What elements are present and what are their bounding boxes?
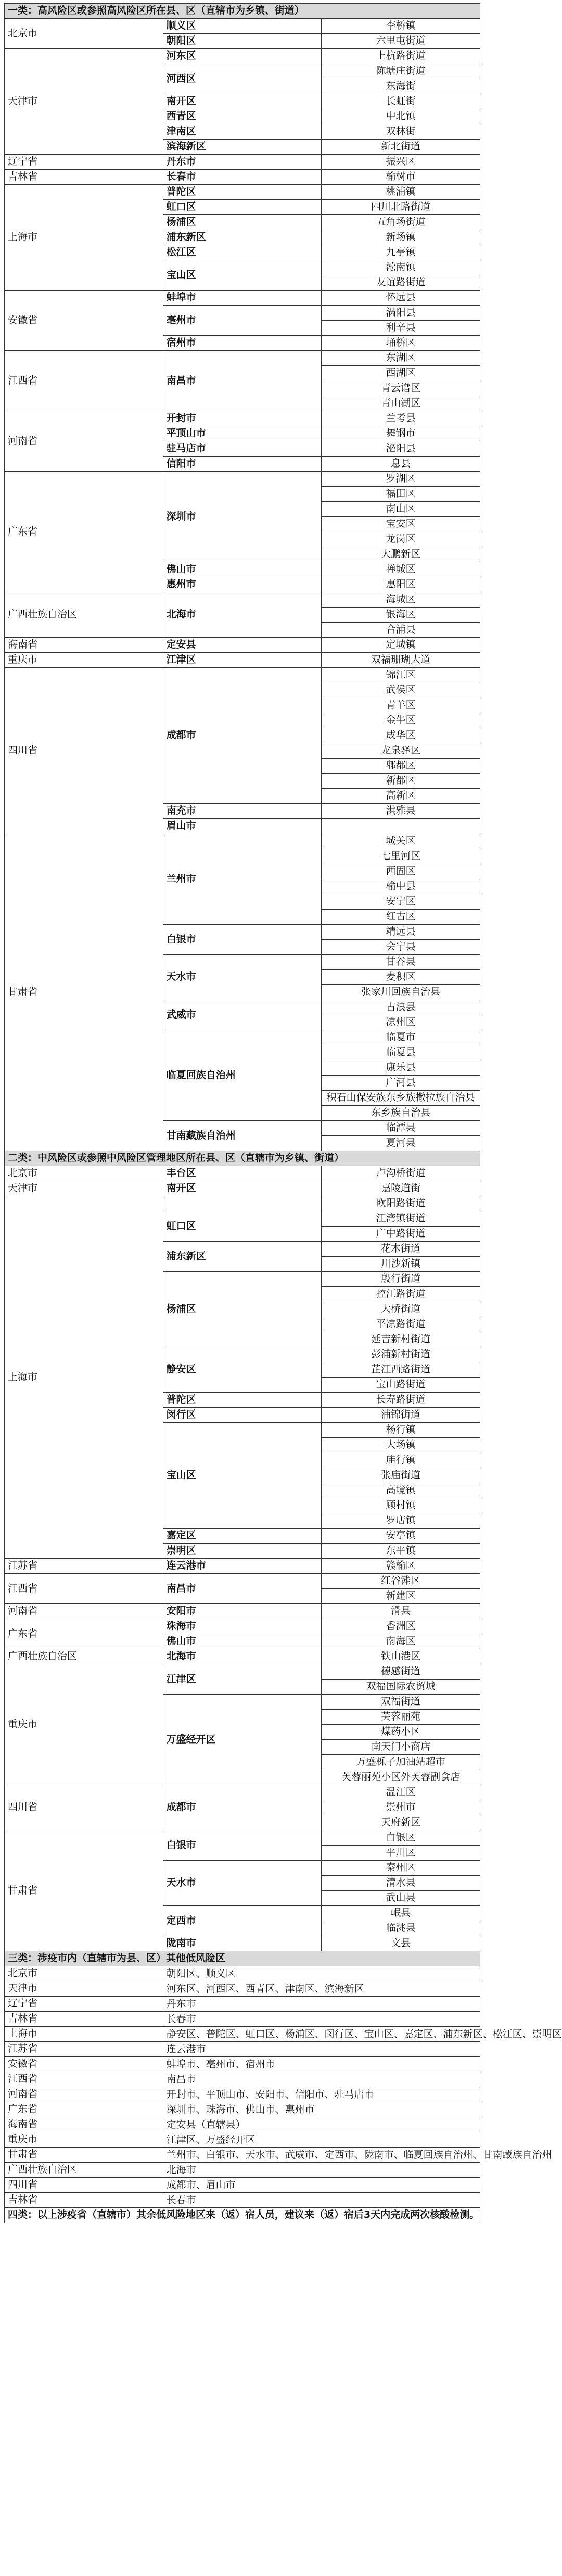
table-row bbox=[5, 1997, 480, 2012]
area-cell: 清水县 bbox=[322, 1876, 480, 1891]
table-row bbox=[5, 19, 480, 34]
area-cell: 振兴区 bbox=[322, 155, 480, 170]
table-row bbox=[5, 1166, 480, 1181]
area-cell: 青云谱区 bbox=[322, 381, 480, 396]
province-cell: 北京市 bbox=[5, 19, 163, 49]
city-cell: 普陀区 bbox=[163, 185, 322, 200]
area-cell: 长寿路街道 bbox=[322, 1393, 480, 1408]
table-row bbox=[5, 1619, 480, 1634]
area-cell: 大场镇 bbox=[322, 1438, 480, 1453]
city-cell: 连云港市 bbox=[163, 1559, 322, 1574]
city-cell: 兰州市 bbox=[163, 834, 322, 925]
city-cell: 河东区 bbox=[163, 49, 322, 64]
city-cell: 宝山区 bbox=[163, 260, 322, 291]
table-row bbox=[5, 2117, 480, 2132]
province-cell: 河南省 bbox=[5, 2087, 163, 2102]
table-row bbox=[5, 2132, 480, 2148]
section2-title: 二类：中风险区或参照中风险区管理地区所在县、区（直辖市为乡镇、街道） bbox=[5, 1151, 480, 1166]
area-cell: 嘉陵道街 bbox=[322, 1181, 480, 1196]
area-cell: 罗湖区 bbox=[322, 472, 480, 487]
low-risk-list-cell: 河东区、河西区、西青区、津南区、滨海新区 bbox=[163, 1981, 480, 1997]
city-cell: 白银市 bbox=[163, 925, 322, 955]
city-cell: 佛山市 bbox=[163, 1634, 322, 1649]
table-row bbox=[5, 2163, 480, 2178]
area-cell: 中北镇 bbox=[322, 109, 480, 124]
area-cell: 双福国际农贸城 bbox=[322, 1680, 480, 1695]
area-cell: 武侯区 bbox=[322, 683, 480, 698]
table-row bbox=[5, 472, 480, 487]
risk-area-table bbox=[4, 3, 562, 2223]
low-risk-list-cell: 朝阳区、顺义区 bbox=[163, 1966, 480, 1981]
table-row bbox=[5, 1664, 480, 1680]
city-cell: 眉山市 bbox=[163, 819, 322, 834]
area-cell: 平凉路街道 bbox=[322, 1317, 480, 1332]
province-cell: 重庆市 bbox=[5, 1664, 163, 1785]
area-cell: 赣榆区 bbox=[322, 1559, 480, 1574]
area-cell: 青山湖区 bbox=[322, 396, 480, 411]
area-cell: 金牛区 bbox=[322, 713, 480, 728]
city-cell: 南开区 bbox=[163, 1181, 322, 1196]
area-cell: 双福街道 bbox=[322, 1695, 480, 1710]
city-cell: 佛山市 bbox=[163, 562, 322, 577]
city-cell: 南昌市 bbox=[163, 1574, 322, 1604]
table-row bbox=[5, 1559, 480, 1574]
city-cell: 北海市 bbox=[163, 1649, 322, 1664]
area-cell: 高新区 bbox=[322, 789, 480, 804]
province-cell: 吉林省 bbox=[5, 2012, 163, 2027]
area-cell: 花木街道 bbox=[322, 1242, 480, 1257]
city-cell: 普陀区 bbox=[163, 1393, 322, 1408]
province-cell: 江苏省 bbox=[5, 2042, 163, 2057]
area-cell: 崇州市 bbox=[322, 1800, 480, 1815]
province-cell: 重庆市 bbox=[5, 2132, 163, 2148]
city-cell: 嘉定区 bbox=[163, 1529, 322, 1544]
table-row bbox=[5, 2178, 480, 2193]
area-cell: 银海区 bbox=[322, 608, 480, 623]
area-cell: 怀远县 bbox=[322, 291, 480, 306]
area-cell: 殷行街道 bbox=[322, 1272, 480, 1287]
area-cell: 积石山保安族东乡族撒拉族自治县 bbox=[322, 1091, 480, 1106]
table-row bbox=[5, 1574, 480, 1589]
province-cell: 江西省 bbox=[5, 2072, 163, 2087]
table-row bbox=[5, 2042, 480, 2057]
province-cell: 安徽省 bbox=[5, 2057, 163, 2072]
table-row bbox=[5, 1649, 480, 1664]
area-cell: 康乐县 bbox=[322, 1060, 480, 1076]
city-cell: 定西市 bbox=[163, 1906, 322, 1936]
area-cell: 罗店镇 bbox=[322, 1513, 480, 1529]
area-cell: 麦积区 bbox=[322, 970, 480, 985]
city-cell: 万盛经开区 bbox=[163, 1695, 322, 1785]
province-cell: 广西壮族自治区 bbox=[5, 2163, 163, 2178]
low-risk-list-cell: 南昌市 bbox=[163, 2072, 480, 2087]
province-cell: 甘肃省 bbox=[5, 1830, 163, 1951]
area-cell: 广河县 bbox=[322, 1076, 480, 1091]
area-cell: 新建区 bbox=[322, 1589, 480, 1604]
area-cell: 福田区 bbox=[322, 487, 480, 502]
section1-title: 一类：高风险区或参照高风险区所在县、区（直辖市为乡镇、街道） bbox=[5, 4, 480, 19]
area-cell: 西固区 bbox=[322, 864, 480, 879]
province-cell: 北京市 bbox=[5, 1966, 163, 1981]
table-row bbox=[5, 1181, 480, 1196]
table-row bbox=[5, 834, 480, 849]
city-cell: 武威市 bbox=[163, 1000, 322, 1030]
city-cell: 南昌市 bbox=[163, 351, 322, 411]
table-row bbox=[5, 638, 480, 653]
area-cell: 彭浦新村街道 bbox=[322, 1347, 480, 1362]
province-cell: 辽宁省 bbox=[5, 155, 163, 170]
province-cell: 江苏省 bbox=[5, 1559, 163, 1574]
city-cell: 开封市 bbox=[163, 411, 322, 426]
city-cell: 虹口区 bbox=[163, 200, 322, 215]
low-risk-list-cell: 丹东市 bbox=[163, 1997, 480, 2012]
area-cell: 大鹏新区 bbox=[322, 547, 480, 562]
area-cell: 四川北路街道 bbox=[322, 200, 480, 215]
area-cell: 凉州区 bbox=[322, 1015, 480, 1030]
area-cell: 龙岗区 bbox=[322, 532, 480, 547]
table-row bbox=[5, 2057, 480, 2072]
table-row bbox=[5, 1604, 480, 1619]
area-cell: 东湖区 bbox=[322, 351, 480, 366]
area-cell: 杨行镇 bbox=[322, 1423, 480, 1438]
area-cell: 南天门小商店 bbox=[322, 1740, 480, 1755]
city-cell: 闵行区 bbox=[163, 1408, 322, 1423]
area-cell: 临洮县 bbox=[322, 1921, 480, 1936]
city-cell: 河西区 bbox=[163, 64, 322, 94]
section3-title: 三类：涉疫市内（直辖市为县、区）其他低风险区 bbox=[5, 1951, 480, 1966]
area-cell: 友谊路街道 bbox=[322, 275, 480, 291]
area-cell: 文县 bbox=[322, 1936, 480, 1951]
city-cell: 丰台区 bbox=[163, 1166, 322, 1181]
section-header-row bbox=[5, 1151, 480, 1166]
area-cell: 临夏县 bbox=[322, 1045, 480, 1060]
area-cell: 郫都区 bbox=[322, 759, 480, 774]
city-cell: 定安县 bbox=[163, 638, 322, 653]
low-risk-list-cell: 北海市 bbox=[163, 2163, 480, 2178]
table-row bbox=[5, 2012, 480, 2027]
city-cell bbox=[163, 1196, 322, 1211]
province-cell: 吉林省 bbox=[5, 2193, 163, 2208]
city-cell: 江津区 bbox=[163, 1664, 322, 1695]
area-cell: 控江路街道 bbox=[322, 1287, 480, 1302]
area-cell: 上杭路街道 bbox=[322, 49, 480, 64]
area-cell: 顾村镇 bbox=[322, 1498, 480, 1513]
section-header-row bbox=[5, 1951, 480, 1966]
area-cell: 宝安区 bbox=[322, 517, 480, 532]
city-cell: 安阳市 bbox=[163, 1604, 322, 1619]
area-cell: 东平镇 bbox=[322, 1544, 480, 1559]
province-cell: 广西壮族自治区 bbox=[5, 1649, 163, 1664]
province-cell: 河南省 bbox=[5, 411, 163, 472]
city-cell: 驻马店市 bbox=[163, 441, 322, 457]
city-cell: 江津区 bbox=[163, 653, 322, 668]
table-row bbox=[5, 291, 480, 306]
area-cell: 九亭镇 bbox=[322, 245, 480, 260]
area-cell: 靖远县 bbox=[322, 925, 480, 940]
low-risk-list-cell: 长春市 bbox=[163, 2012, 480, 2027]
table-row bbox=[5, 49, 480, 64]
province-cell: 甘肃省 bbox=[5, 834, 163, 1151]
province-cell: 北京市 bbox=[5, 1166, 163, 1181]
low-risk-list-cell: 江津区、万盛经开区 bbox=[163, 2132, 480, 2148]
province-cell: 吉林省 bbox=[5, 170, 163, 185]
area-cell: 温江区 bbox=[322, 1785, 480, 1800]
low-risk-list-cell: 开封市、平顶山市、安阳市、信阳市、驻马店市 bbox=[163, 2087, 480, 2102]
area-cell: 成华区 bbox=[322, 728, 480, 743]
table-row bbox=[5, 1966, 480, 1981]
area-cell: 大桥街道 bbox=[322, 1302, 480, 1317]
area-cell: 临夏市 bbox=[322, 1030, 480, 1045]
area-cell: 宝山路街道 bbox=[322, 1378, 480, 1393]
province-cell: 四川省 bbox=[5, 668, 163, 834]
area-cell: 息县 bbox=[322, 457, 480, 472]
area-cell: 广中路街道 bbox=[322, 1227, 480, 1242]
city-cell: 信阳市 bbox=[163, 457, 322, 472]
area-cell: 城关区 bbox=[322, 834, 480, 849]
area-cell: 安亭镇 bbox=[322, 1529, 480, 1544]
province-cell: 安徽省 bbox=[5, 291, 163, 351]
city-cell: 虹口区 bbox=[163, 1211, 322, 1242]
area-cell: 七里河区 bbox=[322, 849, 480, 864]
area-cell: 欧阳路街道 bbox=[322, 1196, 480, 1211]
area-cell: 红古区 bbox=[322, 910, 480, 925]
area-cell: 临潭县 bbox=[322, 1121, 480, 1136]
table-row bbox=[5, 1196, 480, 1211]
city-cell: 天水市 bbox=[163, 1861, 322, 1906]
city-cell: 杨浦区 bbox=[163, 215, 322, 230]
province-cell: 上海市 bbox=[5, 2027, 163, 2042]
province-cell: 重庆市 bbox=[5, 653, 163, 668]
area-cell: 德感街道 bbox=[322, 1664, 480, 1680]
city-cell: 南充市 bbox=[163, 804, 322, 819]
table-row bbox=[5, 1785, 480, 1800]
table-row bbox=[5, 185, 480, 200]
city-cell: 天水市 bbox=[163, 955, 322, 1000]
area-cell: 庙行镇 bbox=[322, 1453, 480, 1468]
low-risk-list-cell: 兰州市、白银市、天水市、武威市、定西市、陇南市、临夏回族自治州、甘南藏族自治州 bbox=[163, 2148, 480, 2163]
table-row bbox=[5, 668, 480, 683]
area-cell: 双福珊瑚大道 bbox=[322, 653, 480, 668]
province-cell: 江西省 bbox=[5, 351, 163, 411]
city-cell: 滨海新区 bbox=[163, 140, 322, 155]
area-cell: 川沙新镇 bbox=[322, 1257, 480, 1272]
area-cell: 龙泉驿区 bbox=[322, 743, 480, 759]
area-cell: 煤药小区 bbox=[322, 1725, 480, 1740]
city-cell: 宝山区 bbox=[163, 1423, 322, 1529]
area-cell: 桃浦镇 bbox=[322, 185, 480, 200]
city-cell: 津南区 bbox=[163, 124, 322, 140]
area-cell: 芙蓉丽苑 bbox=[322, 1710, 480, 1725]
city-cell: 松江区 bbox=[163, 245, 322, 260]
area-cell: 甘谷县 bbox=[322, 955, 480, 970]
risk-area-document bbox=[4, 3, 562, 2223]
area-cell: 卢沟桥街道 bbox=[322, 1166, 480, 1181]
city-cell: 南开区 bbox=[163, 94, 322, 109]
area-cell: 长虹街 bbox=[322, 94, 480, 109]
area-cell: 淞南镇 bbox=[322, 260, 480, 275]
province-cell: 河南省 bbox=[5, 1604, 163, 1619]
city-cell: 平顶山市 bbox=[163, 426, 322, 441]
city-cell: 蚌埠市 bbox=[163, 291, 322, 306]
section4-row bbox=[5, 2208, 480, 2223]
area-cell: 天府新区 bbox=[322, 1815, 480, 1830]
city-cell: 成都市 bbox=[163, 668, 322, 804]
area-cell: 安宁区 bbox=[322, 894, 480, 910]
province-cell: 甘肃省 bbox=[5, 2148, 163, 2163]
city-cell: 惠州市 bbox=[163, 577, 322, 592]
area-cell: 江湾镇街道 bbox=[322, 1211, 480, 1227]
area-cell bbox=[322, 819, 480, 834]
area-cell: 六里屯街道 bbox=[322, 34, 480, 49]
area-cell: 南海区 bbox=[322, 1634, 480, 1649]
city-cell: 浦东新区 bbox=[163, 230, 322, 245]
area-cell: 榆树市 bbox=[322, 170, 480, 185]
area-cell: 利辛县 bbox=[322, 321, 480, 336]
city-cell: 临夏回族自治州 bbox=[163, 1030, 322, 1121]
low-risk-list-cell: 连云港市 bbox=[163, 2042, 480, 2057]
table-row bbox=[5, 1830, 480, 1846]
area-cell: 延吉新村街道 bbox=[322, 1332, 480, 1347]
area-cell: 涡阳县 bbox=[322, 306, 480, 321]
area-cell: 高境镇 bbox=[322, 1483, 480, 1498]
city-cell: 北海市 bbox=[163, 592, 322, 638]
table-row bbox=[5, 2027, 480, 2042]
table-row bbox=[5, 653, 480, 668]
table-row bbox=[5, 155, 480, 170]
area-cell: 芙蓉丽苑小区外芙蓉副食店 bbox=[322, 1770, 480, 1785]
province-cell: 上海市 bbox=[5, 1196, 163, 1559]
province-cell: 海南省 bbox=[5, 2117, 163, 2132]
area-cell: 锦江区 bbox=[322, 668, 480, 683]
area-cell: 芷江西路街道 bbox=[322, 1362, 480, 1378]
section-header-row bbox=[5, 4, 480, 19]
province-cell: 江西省 bbox=[5, 1574, 163, 1604]
area-cell: 会宁县 bbox=[322, 940, 480, 955]
low-risk-list-cell: 蚌埠市、亳州市、宿州市 bbox=[163, 2057, 480, 2072]
province-cell: 广东省 bbox=[5, 1619, 163, 1649]
province-cell: 天津市 bbox=[5, 49, 163, 155]
area-cell: 埇桥区 bbox=[322, 336, 480, 351]
province-cell: 广东省 bbox=[5, 472, 163, 592]
area-cell: 五角场街道 bbox=[322, 215, 480, 230]
area-cell: 铁山港区 bbox=[322, 1649, 480, 1664]
low-risk-list-cell: 静安区、普陀区、虹口区、杨浦区、闵行区、宝山区、嘉定区、浦东新区、松江区、崇明区 bbox=[163, 2027, 480, 2042]
area-cell: 红谷滩区 bbox=[322, 1574, 480, 1589]
area-cell: 合浦县 bbox=[322, 623, 480, 638]
low-risk-list-cell: 成都市、眉山市 bbox=[163, 2178, 480, 2193]
area-cell: 滑县 bbox=[322, 1604, 480, 1619]
city-cell: 静安区 bbox=[163, 1347, 322, 1393]
city-cell: 深圳市 bbox=[163, 472, 322, 562]
area-cell: 新场镇 bbox=[322, 230, 480, 245]
city-cell: 成都市 bbox=[163, 1785, 322, 1830]
area-cell: 海城区 bbox=[322, 592, 480, 608]
province-cell: 辽宁省 bbox=[5, 1997, 163, 2012]
province-cell: 广东省 bbox=[5, 2102, 163, 2117]
table-row bbox=[5, 2102, 480, 2117]
area-cell: 洪雅县 bbox=[322, 804, 480, 819]
area-cell: 禅城区 bbox=[322, 562, 480, 577]
city-cell: 珠海市 bbox=[163, 1619, 322, 1634]
area-cell: 张庙街道 bbox=[322, 1468, 480, 1483]
area-cell: 榆中县 bbox=[322, 879, 480, 894]
area-cell: 南山区 bbox=[322, 502, 480, 517]
area-cell: 夏河县 bbox=[322, 1136, 480, 1151]
table-row bbox=[5, 1981, 480, 1997]
low-risk-list-cell: 深圳市、珠海市、佛山市、惠州市 bbox=[163, 2102, 480, 2117]
city-cell: 甘南藏族自治州 bbox=[163, 1121, 322, 1151]
area-cell: 陈塘庄街道 bbox=[322, 64, 480, 79]
city-cell: 朝阳区 bbox=[163, 34, 322, 49]
table-row bbox=[5, 2072, 480, 2087]
table-row bbox=[5, 170, 480, 185]
province-cell: 天津市 bbox=[5, 1981, 163, 1997]
city-cell: 白银市 bbox=[163, 1830, 322, 1861]
low-risk-list-cell: 定安县（直辖县） bbox=[163, 2117, 480, 2132]
city-cell: 丹东市 bbox=[163, 155, 322, 170]
province-cell: 四川省 bbox=[5, 2178, 163, 2193]
table-row bbox=[5, 2087, 480, 2102]
province-cell: 海南省 bbox=[5, 638, 163, 653]
table-row bbox=[5, 2193, 480, 2208]
area-cell: 武山县 bbox=[322, 1891, 480, 1906]
province-cell: 天津市 bbox=[5, 1181, 163, 1196]
area-cell: 平川区 bbox=[322, 1846, 480, 1861]
province-cell: 四川省 bbox=[5, 1785, 163, 1830]
area-cell: 秦州区 bbox=[322, 1861, 480, 1876]
area-cell: 东海街 bbox=[322, 79, 480, 94]
city-cell: 崇明区 bbox=[163, 1544, 322, 1559]
area-cell: 青羊区 bbox=[322, 698, 480, 713]
area-cell: 兰考县 bbox=[322, 411, 480, 426]
city-cell: 宿州市 bbox=[163, 336, 322, 351]
area-cell: 浦锦街道 bbox=[322, 1408, 480, 1423]
province-cell: 上海市 bbox=[5, 185, 163, 291]
area-cell: 双林街 bbox=[322, 124, 480, 140]
low-risk-list-cell: 长春市 bbox=[163, 2193, 480, 2208]
area-cell: 西湖区 bbox=[322, 366, 480, 381]
table-row bbox=[5, 2148, 480, 2163]
section4-note: 四类：以上涉疫省（直辖市）其余低风险地区来（返）宿人员，建议来（返）宿后3天内完成两次核酸检测。 bbox=[5, 2208, 480, 2223]
area-cell: 李桥镇 bbox=[322, 19, 480, 34]
area-cell: 张家川回族自治县 bbox=[322, 985, 480, 1000]
area-cell: 定城镇 bbox=[322, 638, 480, 653]
table-row bbox=[5, 351, 480, 366]
city-cell: 长春市 bbox=[163, 170, 322, 185]
area-cell: 舞钢市 bbox=[322, 426, 480, 441]
city-cell: 陇南市 bbox=[163, 1936, 322, 1951]
area-cell: 白银区 bbox=[322, 1830, 480, 1846]
city-cell: 顺义区 bbox=[163, 19, 322, 34]
city-cell: 杨浦区 bbox=[163, 1272, 322, 1347]
area-cell: 岷县 bbox=[322, 1906, 480, 1921]
area-cell: 香洲区 bbox=[322, 1619, 480, 1634]
area-cell: 惠阳区 bbox=[322, 577, 480, 592]
area-cell: 东乡族自治县 bbox=[322, 1106, 480, 1121]
area-cell: 泌阳县 bbox=[322, 441, 480, 457]
city-cell: 西青区 bbox=[163, 109, 322, 124]
area-cell: 万盛栎子加油站超市 bbox=[322, 1755, 480, 1770]
area-cell: 古浪县 bbox=[322, 1000, 480, 1015]
city-cell: 浦东新区 bbox=[163, 1242, 322, 1272]
city-cell: 亳州市 bbox=[163, 306, 322, 336]
table-row bbox=[5, 592, 480, 608]
province-cell: 广西壮族自治区 bbox=[5, 592, 163, 638]
area-cell: 新北街道 bbox=[322, 140, 480, 155]
area-cell: 新都区 bbox=[322, 774, 480, 789]
table-row bbox=[5, 411, 480, 426]
